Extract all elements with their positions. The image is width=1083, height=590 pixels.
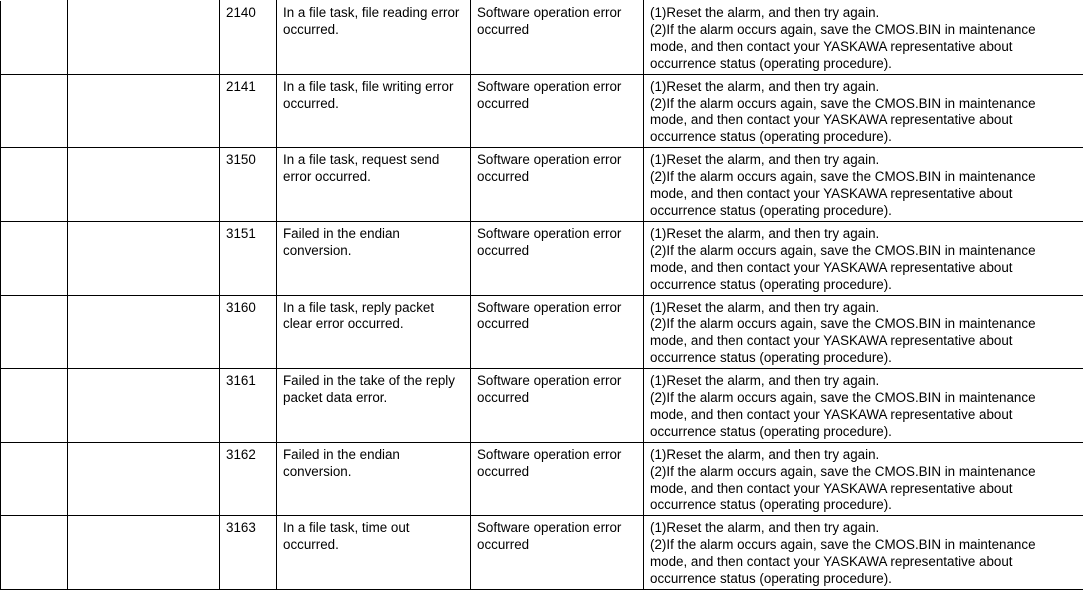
alarm-remedy [644, 148, 1083, 222]
remedy-line: mode, and then contact your YASKAWA representative about [650, 333, 1013, 349]
alarm-remedy [644, 74, 1083, 148]
alarm-cause: Software operation error occurred [471, 74, 644, 148]
table-row [1, 516, 1083, 590]
remedy-line: (1)Reset the alarm, and then try again. [650, 225, 880, 241]
table-row [1, 74, 1083, 148]
alarm-meaning: In a file task, reply packet clear error occurred. [277, 295, 471, 369]
remedy-line: (2)If the alarm occurs again, save the CMOS.BIN in maintenance [650, 537, 1036, 553]
alarm-cause: Software operation error occurred [471, 148, 644, 222]
alarm-subcode: 3162 [220, 442, 277, 516]
alarm-remedy [644, 516, 1083, 590]
remedy-line: mode, and then contact your YASKAWA representative about [650, 554, 1013, 570]
alarm-cause: Software operation error occurred [471, 516, 644, 590]
remedy-line: mode, and then contact your YASKAWA representative about [650, 186, 1013, 202]
table-row [1, 1, 1083, 75]
alarm-remedy [644, 295, 1083, 369]
alarm-meaning: Failed in the endian conversion. [277, 442, 471, 516]
remedy-line: (1)Reset the alarm, and then try again. [650, 520, 880, 536]
remedy-line: occurrence status (operating procedure). [650, 571, 892, 587]
remedy-line: (2)If the alarm occurs again, save the CMOS.BIN in maintenance [650, 95, 1036, 111]
table-row [1, 442, 1083, 516]
alarm-subcode: 3151 [220, 221, 277, 295]
remedy-line: (1)Reset the alarm, and then try again. [650, 5, 880, 20]
remedy-line: (2)If the alarm occurs again, save the CMOS.BIN in maintenance [650, 21, 1036, 37]
empty-cell [1, 74, 68, 148]
remedy-line: (2)If the alarm occurs again, save the CMOS.BIN in maintenance [650, 316, 1036, 332]
alarm-meaning: In a file task, time out occurred. [277, 516, 471, 590]
empty-cell [1, 1, 68, 75]
empty-cell [68, 221, 220, 295]
alarm-meaning: In a file task, request send error occurred. [277, 148, 471, 222]
remedy-line: occurrence status (operating procedure). [650, 276, 892, 292]
remedy-line: occurrence status (operating procedure). [650, 350, 892, 366]
remedy-line: (1)Reset the alarm, and then try again. [650, 446, 880, 462]
remedy-line: (1)Reset the alarm, and then try again. [650, 152, 880, 168]
alarm-meaning: In a file task, file reading error occurred. [277, 1, 471, 75]
remedy-line: occurrence status (operating procedure). [650, 202, 892, 218]
alarm-cause: Software operation error occurred [471, 221, 644, 295]
empty-cell [1, 221, 68, 295]
empty-cell [1, 148, 68, 222]
alarm-remedy [644, 1, 1083, 75]
table-row [1, 148, 1083, 222]
remedy-line: (2)If the alarm occurs again, save the CMOS.BIN in maintenance [650, 390, 1036, 406]
remedy-line: mode, and then contact your YASKAWA representative about [650, 112, 1013, 128]
empty-cell [1, 295, 68, 369]
empty-cell [1, 369, 68, 443]
alarm-subcode: 3161 [220, 369, 277, 443]
alarm-subcode: 2140 [220, 1, 277, 75]
remedy-line: (2)If the alarm occurs again, save the CMOS.BIN in maintenance [650, 242, 1036, 258]
remedy-line: occurrence status (operating procedure). [650, 129, 892, 145]
empty-cell [68, 442, 220, 516]
alarm-cause: Software operation error occurred [471, 369, 644, 443]
table-row [1, 369, 1083, 443]
empty-cell [1, 516, 68, 590]
alarm-cause: Software operation error occurred [471, 442, 644, 516]
alarm-table-body [1, 1, 1083, 590]
empty-cell [68, 148, 220, 222]
empty-cell [68, 1, 220, 75]
empty-cell [68, 295, 220, 369]
remedy-line: mode, and then contact your YASKAWA representative about [650, 406, 1013, 422]
remedy-line: mode, and then contact your YASKAWA representative about [650, 480, 1013, 496]
empty-cell [1, 442, 68, 516]
empty-cell [68, 516, 220, 590]
alarm-subcode: 3150 [220, 148, 277, 222]
empty-cell [68, 369, 220, 443]
alarm-remedy [644, 442, 1083, 516]
alarm-cause: Software operation error occurred [471, 1, 644, 75]
alarm-meaning: In a file task, file writing error occurred. [277, 74, 471, 148]
remedy-line: (1)Reset the alarm, and then try again. [650, 78, 880, 94]
remedy-line: (1)Reset the alarm, and then try again. [650, 373, 880, 389]
remedy-line: occurrence status (operating procedure). [650, 423, 892, 439]
remedy-line: mode, and then contact your YASKAWA representative about [650, 259, 1013, 275]
remedy-line: mode, and then contact your YASKAWA representative about [650, 38, 1013, 54]
remedy-line: (2)If the alarm occurs again, save the CMOS.BIN in maintenance [650, 169, 1036, 185]
alarm-remedy [644, 369, 1083, 443]
remedy-line: (1)Reset the alarm, and then try again. [650, 299, 880, 315]
alarm-remedy [644, 221, 1083, 295]
remedy-line: (2)If the alarm occurs again, save the CMOS.BIN in maintenance [650, 463, 1036, 479]
alarm-subcode: 2141 [220, 74, 277, 148]
alarm-cause: Software operation error occurred [471, 295, 644, 369]
remedy-line: occurrence status (operating procedure). [650, 55, 892, 71]
table-row [1, 295, 1083, 369]
alarm-meaning: Failed in the take of the reply packet data error. [277, 369, 471, 443]
alarm-meaning: Failed in the endian conversion. [277, 221, 471, 295]
table-row [1, 221, 1083, 295]
remedy-line: occurrence status (operating procedure). [650, 497, 892, 513]
alarm-subcode: 3160 [220, 295, 277, 369]
alarm-subcode: 3163 [220, 516, 277, 590]
empty-cell [68, 74, 220, 148]
